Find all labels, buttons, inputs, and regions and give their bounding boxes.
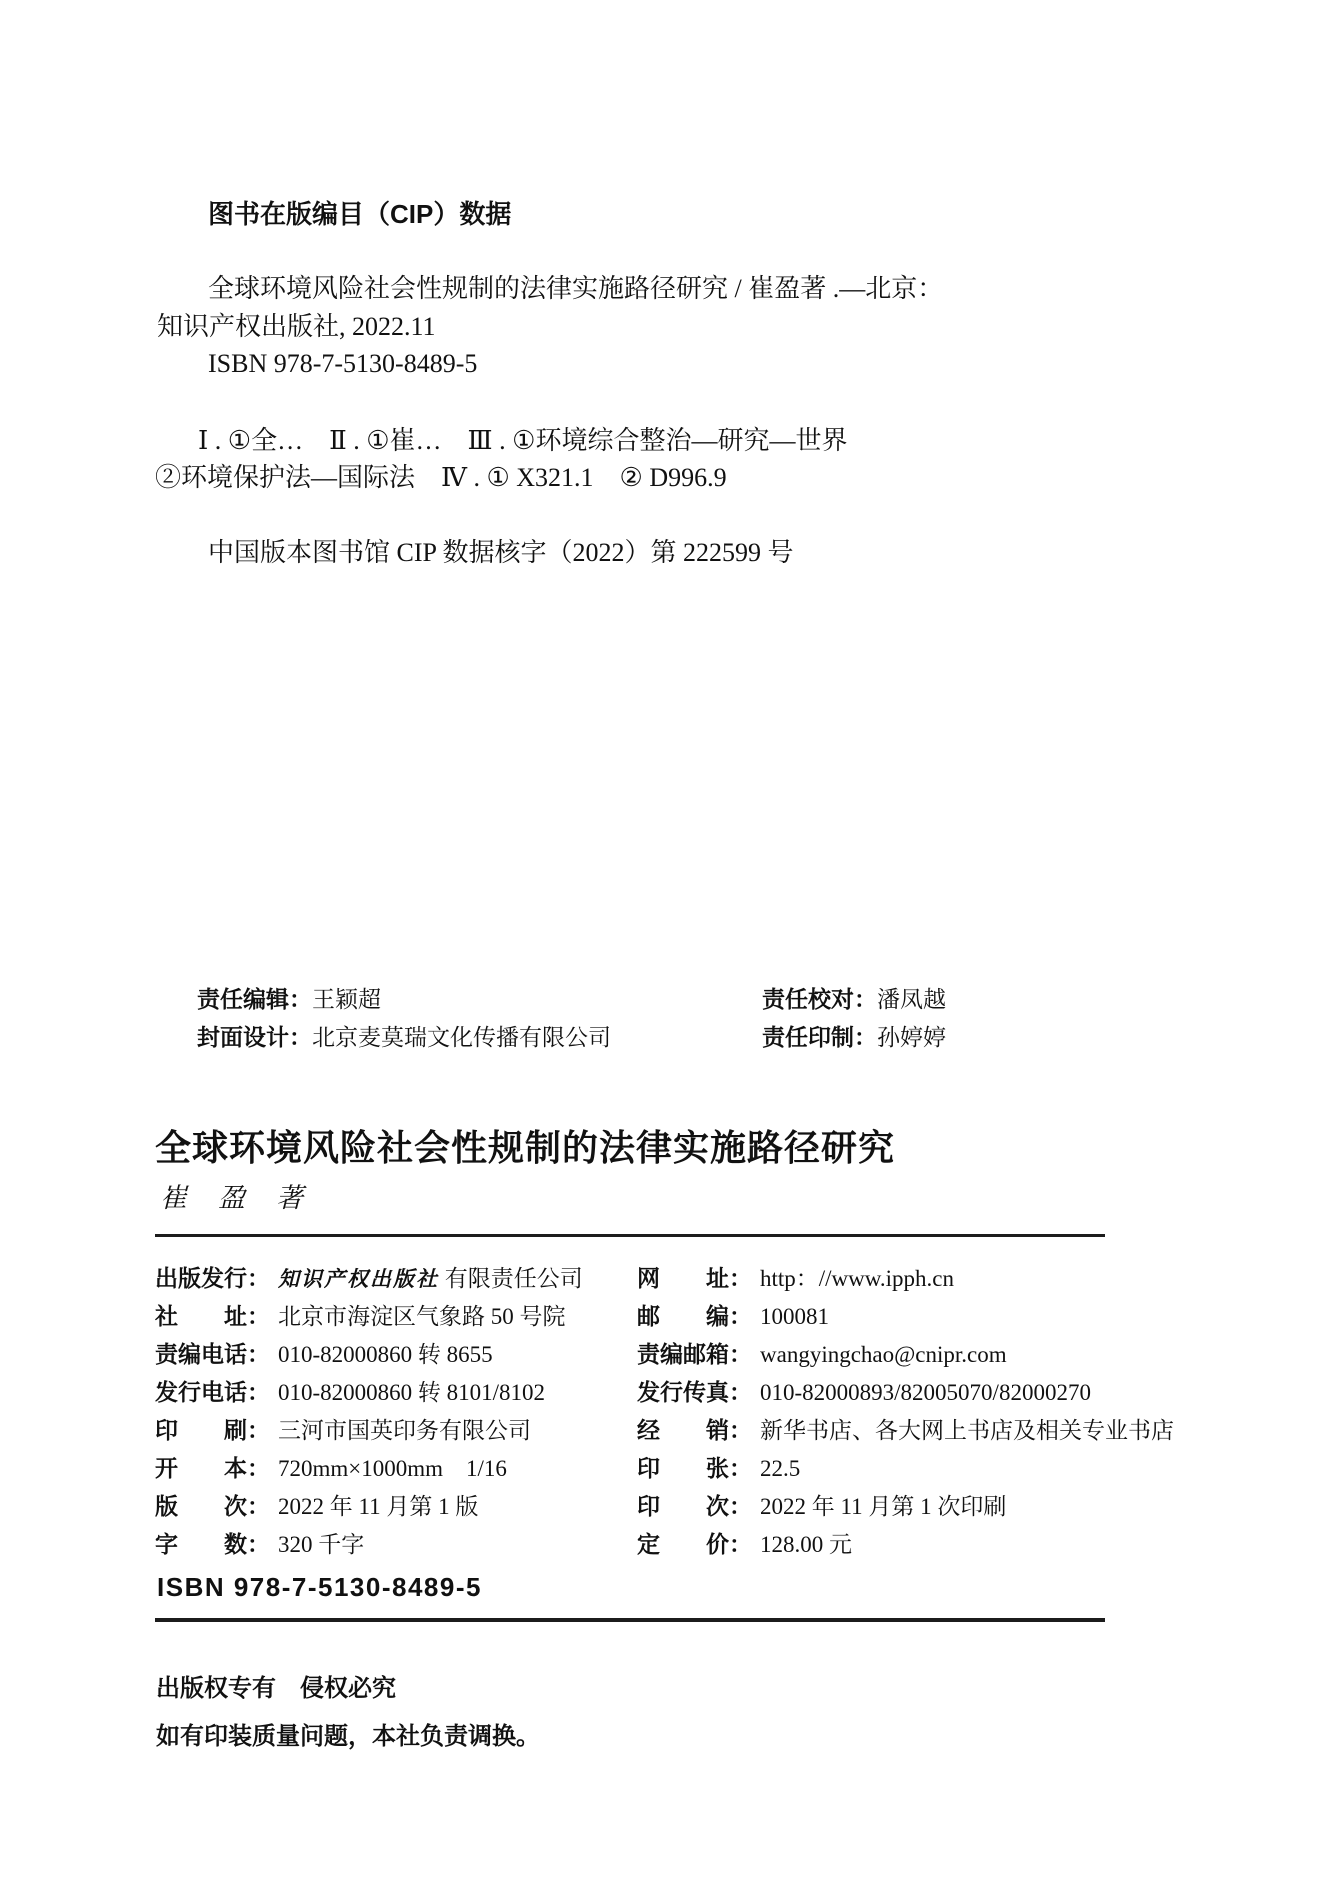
colophon-value: 128.00 元 — [760, 1532, 852, 1557]
colophon-row — [155, 1449, 1185, 1487]
colophon-value: 320 千字 — [278, 1532, 365, 1557]
colophon-value: 北京市海淀区气象路 50 号院 — [278, 1304, 566, 1329]
colophon-value: 2022 年 11 月第 1 次印刷 — [760, 1494, 1007, 1519]
colophon-value: 720mm×1000mm 1/16 — [278, 1456, 507, 1481]
colophon-cell-left — [155, 1373, 545, 1412]
colophon-value: 010-82000860 转 8655 — [278, 1342, 493, 1367]
staff-print-supervisor — [762, 1019, 946, 1052]
colophon-label: 定 价： — [637, 1531, 752, 1557]
colophon-label: 经 销： — [637, 1417, 752, 1443]
cip-record-number: 中国版本图书馆 CIP 数据核字（2022）第 222599 号 — [208, 538, 794, 567]
colophon-label: 发行电话： — [155, 1379, 270, 1405]
colophon-row — [155, 1487, 1185, 1525]
colophon-label: 网 址： — [637, 1265, 752, 1291]
colophon-cell-left — [155, 1297, 566, 1336]
colophon-cell-right — [637, 1411, 1174, 1450]
staff-print-supervisor-label: 责任印制： — [762, 1024, 877, 1050]
divider-top-rule — [155, 1234, 1105, 1237]
colophon-value: wangyingchao@cnipr.com — [760, 1342, 1007, 1367]
staff-proofreader-value: 潘凤越 — [877, 987, 946, 1012]
cip-record-line1: 全球环境风险社会性规制的法律实施路径研究 / 崔盈著 .—北京： — [208, 274, 944, 303]
colophon-value: 2022 年 11 月第 1 版 — [278, 1494, 479, 1519]
cip-record-isbn: ISBN 978-7-5130-8489-5 — [208, 349, 478, 378]
book-title: 全球环境风险社会性规制的法律实施路径研究 — [155, 1127, 896, 1168]
colophon-row — [155, 1335, 1185, 1373]
colophon-cell-right — [637, 1487, 1006, 1526]
colophon-value: 三河市国英印务有限公司 — [278, 1418, 531, 1443]
colophon-value: 新华书店、各大网上书店及相关专业书店 — [760, 1418, 1174, 1443]
colophon-cell-left — [155, 1525, 364, 1564]
colophon-cell-right — [637, 1373, 1091, 1412]
colophon-cell-left — [155, 1259, 583, 1298]
colophon-label: 印 张： — [637, 1455, 752, 1481]
colophon-value: 010-82000893/82005070/82000270 — [760, 1380, 1091, 1405]
staff-cover-designer — [197, 1019, 611, 1052]
staff-editor — [197, 981, 381, 1014]
colophon-label: 版 次： — [155, 1493, 270, 1519]
colophon-cell-left — [155, 1449, 507, 1488]
colophon-cell-left — [155, 1335, 493, 1374]
quality-notice: 如有印装质量问题，本社负责调换。 — [156, 1723, 540, 1750]
colophon-cell-right — [637, 1297, 829, 1336]
cip-record-line2: 知识产权出版社, 2022.11 — [157, 312, 436, 341]
copyright-notice: 出版权专有 侵权必究 — [156, 1675, 396, 1702]
cip-classification-line1: Ⅰ . ①全… Ⅱ . ①崔… Ⅲ . ①环境综合整治—研究—世界 — [198, 426, 848, 455]
staff-proofreader-label: 责任校对： — [762, 986, 877, 1012]
colophon-value: http：//www.ipph.cn — [760, 1266, 954, 1291]
staff-editor-label: 责任编辑： — [197, 986, 312, 1012]
staff-cover-designer-value: 北京麦莫瑞文化传播有限公司 — [312, 1025, 611, 1050]
colophon-label: 发行传真： — [637, 1379, 752, 1405]
publisher-logotype: 知识产权出版社 — [278, 1266, 439, 1291]
colophon-cell-left — [155, 1411, 531, 1450]
colophon-cell-right — [637, 1335, 1007, 1374]
colophon-label: 责编邮箱： — [637, 1341, 752, 1367]
colophon-cell-left — [155, 1487, 478, 1526]
divider-bottom-rule — [155, 1618, 1105, 1622]
colophon-label: 社 址： — [155, 1303, 270, 1329]
book-author: 崔 盈 著 — [160, 1183, 305, 1213]
staff-editor-value: 王颖超 — [312, 987, 381, 1012]
colophon-label: 开 本： — [155, 1455, 270, 1481]
colophon-value: 010-82000860 转 8101/8102 — [278, 1380, 546, 1405]
colophon-cell-right — [637, 1449, 800, 1488]
colophon-label: 印 次： — [637, 1493, 752, 1519]
colophon-cell-right — [637, 1259, 954, 1298]
colophon-table — [155, 1259, 1185, 1563]
colophon-row — [155, 1259, 1185, 1297]
colophon-row — [155, 1411, 1185, 1449]
colophon-row — [155, 1373, 1185, 1411]
cip-header: 图书在版编目（CIP）数据 — [208, 199, 512, 229]
staff-cover-designer-label: 封面设计： — [197, 1024, 312, 1050]
colophon-label: 出版发行： — [155, 1265, 270, 1291]
isbn-line: ISBN 978-7-5130-8489-5 — [157, 1572, 482, 1602]
colophon-value: 有限责任公司 — [439, 1266, 583, 1291]
colophon-cell-right — [637, 1525, 852, 1564]
colophon-value: 100081 — [760, 1304, 829, 1329]
staff-proofreader — [762, 981, 946, 1014]
colophon-label: 印 刷： — [155, 1417, 270, 1443]
colophon-label: 邮 编： — [637, 1303, 752, 1329]
staff-print-supervisor-value: 孙婷婷 — [877, 1025, 946, 1050]
cip-classification-line2: ②环境保护法—国际法 Ⅳ . ① X321.1 ② D996.9 — [155, 463, 727, 492]
colophon-value: 22.5 — [760, 1456, 801, 1481]
colophon-label: 责编电话： — [155, 1341, 270, 1367]
colophon-row — [155, 1297, 1185, 1335]
colophon-row — [155, 1525, 1185, 1563]
colophon-label: 字 数： — [155, 1531, 270, 1557]
